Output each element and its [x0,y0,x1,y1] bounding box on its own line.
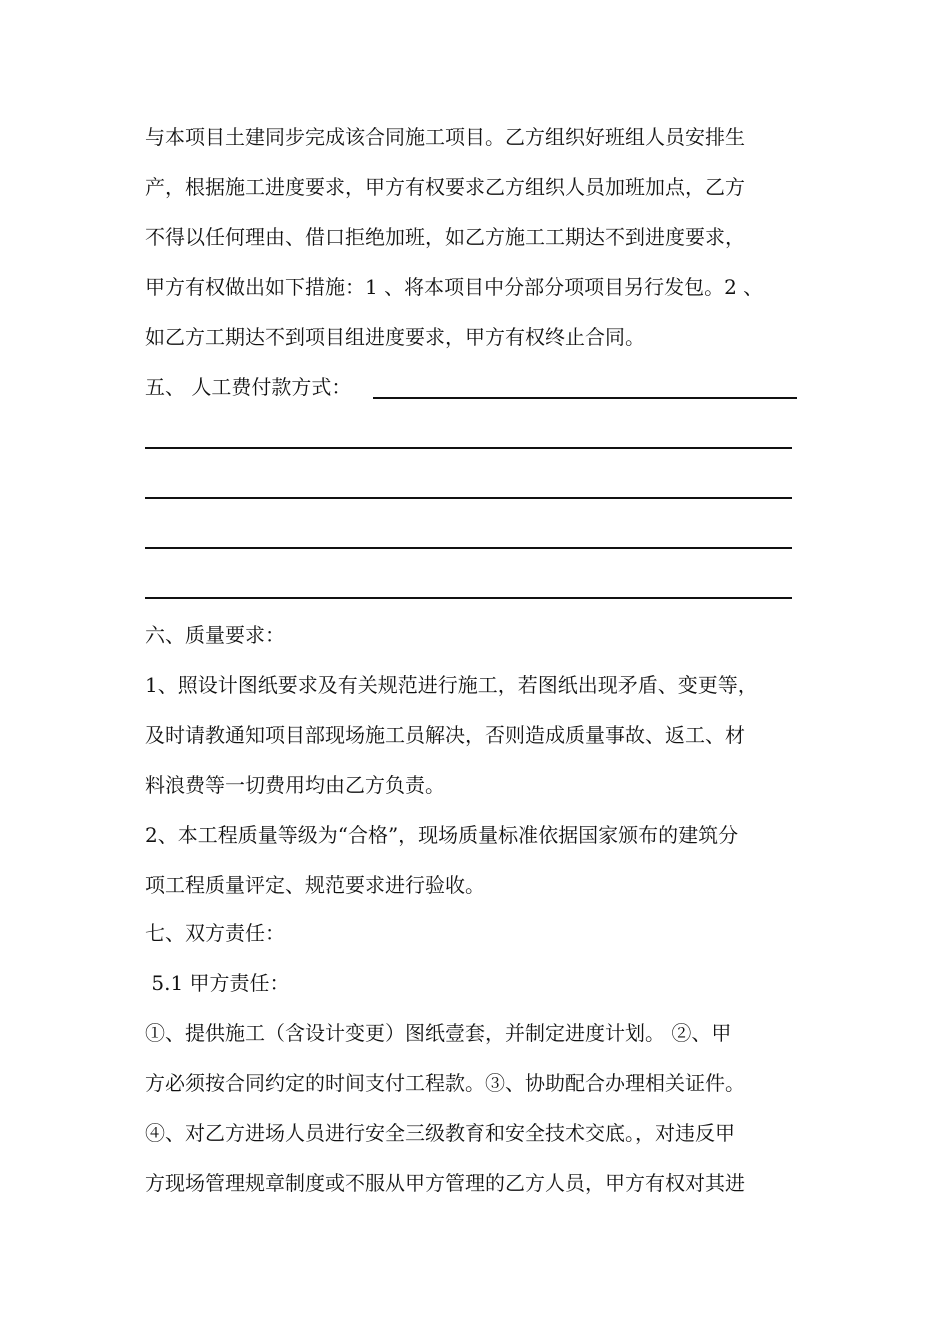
section6-heading: 六、质量要求： [145,623,285,647]
payment-blank-line-2 [145,447,792,449]
section7-heading: 七、双方责任： [145,921,285,945]
section6-item1-line-3: 料浪费等一切费用均由乙方负责。 [145,773,445,797]
section7-line-4: 方现场管理规章制度或不服从甲方管理的乙方人员，甲方有权对其进 [145,1171,745,1195]
section6-item1-line-1: 1、照设计图纸要求及有关规范进行施工，若图纸出现矛盾、变更等， [145,673,758,697]
intro-line-2: 产，根据施工进度要求，甲方有权要求乙方组织人员加班加点，乙方 [145,175,745,199]
section7-line-2: 方必须按合同约定的时间支付工程款。③、协助配合办理相关证件。 [145,1071,745,1095]
section7-line-1: ①、提供施工（含设计变更）图纸壹套，并制定进度计划。 ②、甲 [145,1021,732,1045]
section6-item1-line-2: 及时请教通知项目部现场施工员解决，否则造成质量事故、返工、材 [145,723,745,747]
intro-line-3: 不得以任何理由、借口拒绝加班，如乙方施工工期达不到进度要求， [145,225,745,249]
section6-item2-line-1: 2、本工程质量等级为“合格”，现场质量标准依据国家颁布的建筑分 [145,823,739,847]
section7-line-3: ④、对乙方进场人员进行安全三级教育和安全技术交底。，对违反甲 [145,1121,735,1145]
section7-sub-heading: 5.1 甲方责任： [145,971,290,995]
section5-heading: 五、 人工费付款方式： [145,375,352,399]
payment-blank-line-3 [145,497,792,499]
intro-line-1: 与本项目土建同步完成该合同施工项目。乙方组织好班组人员安排生 [145,125,745,149]
payment-blank-line-4 [145,547,792,549]
payment-blank-line-5 [145,597,792,599]
section6-item2-line-2: 项工程质量评定、规范要求进行验收。 [145,873,485,897]
intro-line-5: 如乙方工期达不到项目组进度要求，甲方有权终止合同。 [145,325,645,349]
intro-line-4: 甲方有权做出如下措施：1 、将本项目中分部分项项目另行发包。2 、 [145,275,764,299]
payment-blank-line-1 [373,397,797,399]
